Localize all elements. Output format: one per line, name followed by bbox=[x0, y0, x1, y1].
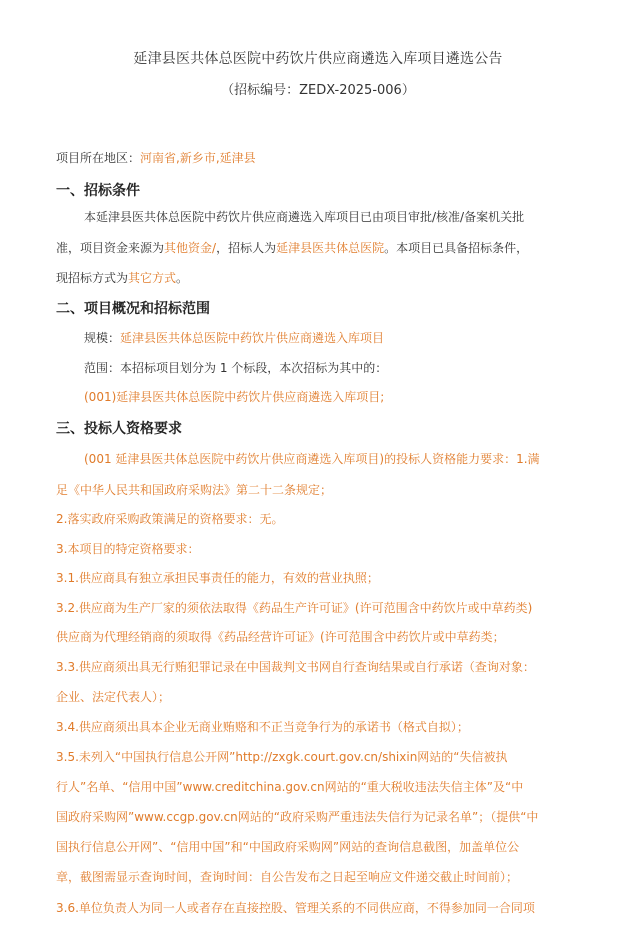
tender-code: （招标编号：ZEDX-2025-006） bbox=[221, 83, 415, 98]
section-1-line-1: 本延津县医共体总医院中药饮片供应商遴选入库项目已由项目审批/核准/备案机关批 bbox=[84, 210, 525, 224]
tender-method: 其它方式 bbox=[128, 271, 177, 285]
location-label: 项目所在地区： bbox=[56, 151, 141, 165]
text-span: 。本项目已具备招标条件， bbox=[384, 241, 529, 255]
qualification-line-5: 3.1.供应商具有独立承担民事责任的能力，有效的营业执照； bbox=[56, 571, 379, 585]
text-span: ，招标人为 bbox=[216, 241, 277, 255]
tenderer-name: 延津县医共体总医院 bbox=[276, 241, 385, 255]
qualification-line-13: 国政府采购网”www.ccgp.gov.cn网站的“政府采购严重违法失信行为记录名单”；（提供“中 bbox=[56, 810, 539, 824]
scale-label: 规模： bbox=[84, 331, 121, 345]
text-span: 。 bbox=[176, 271, 189, 285]
qualification-line-15: 章，截图需显示查询时间，查询时间：自公告发布之日起至响应文件递交截止时间前）； bbox=[56, 870, 519, 884]
scale-line bbox=[84, 330, 384, 346]
range-line: 范围：本招标项目划分为 1 个标段，本次招标为其中的： bbox=[84, 361, 388, 375]
qualification-line-1: (001 延津县医共体总医院中药饮片供应商遴选入库项目)的投标人资格能力要求：1.满 bbox=[84, 452, 540, 466]
section-3-heading: 三、投标人资格要求 bbox=[56, 421, 182, 437]
qualification-line-16: 3.6.单位负责人为同一人或者存在直接控股、管理关系的不同供应商，不得参加同一合同项 bbox=[56, 901, 535, 915]
qualification-line-3: 2.落实政府采购政策满足的资格要求：无。 bbox=[56, 512, 284, 526]
qualification-line-2: 足《中华人民共和国政府采购法》第二十二条规定； bbox=[56, 483, 333, 497]
text-span: 准，项目资金来源为 bbox=[56, 241, 165, 255]
section-1-line-3 bbox=[56, 270, 188, 286]
section-1-line-2 bbox=[56, 240, 528, 256]
qualification-line-8: 3.3.供应商须出具无行贿犯罪记录在中国裁判文书网自行查询结果或自行承诺（查询对象： bbox=[56, 660, 535, 674]
section-2-heading: 二、项目概况和招标范围 bbox=[56, 301, 210, 317]
qualification-line-14: 国执行信息公开网”、“信用中国”和“中国政府采购网”网站的查询信息截图，加盖单位公 bbox=[56, 840, 520, 854]
qualification-line-6: 3.2.供应商为生产厂家的须依法取得《药品生产许可证》(许可范围含中药饮片或中草药类) bbox=[56, 601, 533, 615]
text-span: 现招标方式为 bbox=[56, 271, 129, 285]
lot-line: (001)延津县医共体总医院中药饮片供应商遴选入库项目; bbox=[84, 390, 385, 404]
qualification-line-11: 3.5.未列入“中国执行信息公开网”http://zxgk.court.gov.cn/shixin网站的“失信被执 bbox=[56, 750, 508, 764]
scale-value: 延津县医共体总医院中药饮片供应商遴选入库项目 bbox=[120, 331, 385, 345]
section-1-heading: 一、招标条件 bbox=[56, 183, 140, 199]
qualification-line-10: 3.4.供应商须出具本企业无商业贿赂和不正当竞争行为的承诺书（格式自拟）； bbox=[56, 720, 469, 734]
qualification-line-4: 3.本项目的特定资格要求： bbox=[56, 542, 200, 556]
qualification-line-9: 企业、法定代表人）； bbox=[56, 690, 171, 704]
funding-source: 其他资金/ bbox=[164, 241, 217, 255]
location-value: 河南省,新乡市,延津县 bbox=[140, 151, 256, 165]
qualification-line-7: 供应商为代理经销商的须取得《药品经营许可证》(许可范围含中药饮片或中草药类； bbox=[56, 630, 505, 644]
page-title: 延津县医共体总医院中药饮片供应商遴选入库项目遴选公告 bbox=[133, 51, 503, 67]
qualification-line-12: 行人”名单、“信用中国”www.creditchina.gov.cn网站的“重大税收违法失信主体”及“中 bbox=[56, 780, 524, 794]
project-location bbox=[56, 150, 256, 166]
